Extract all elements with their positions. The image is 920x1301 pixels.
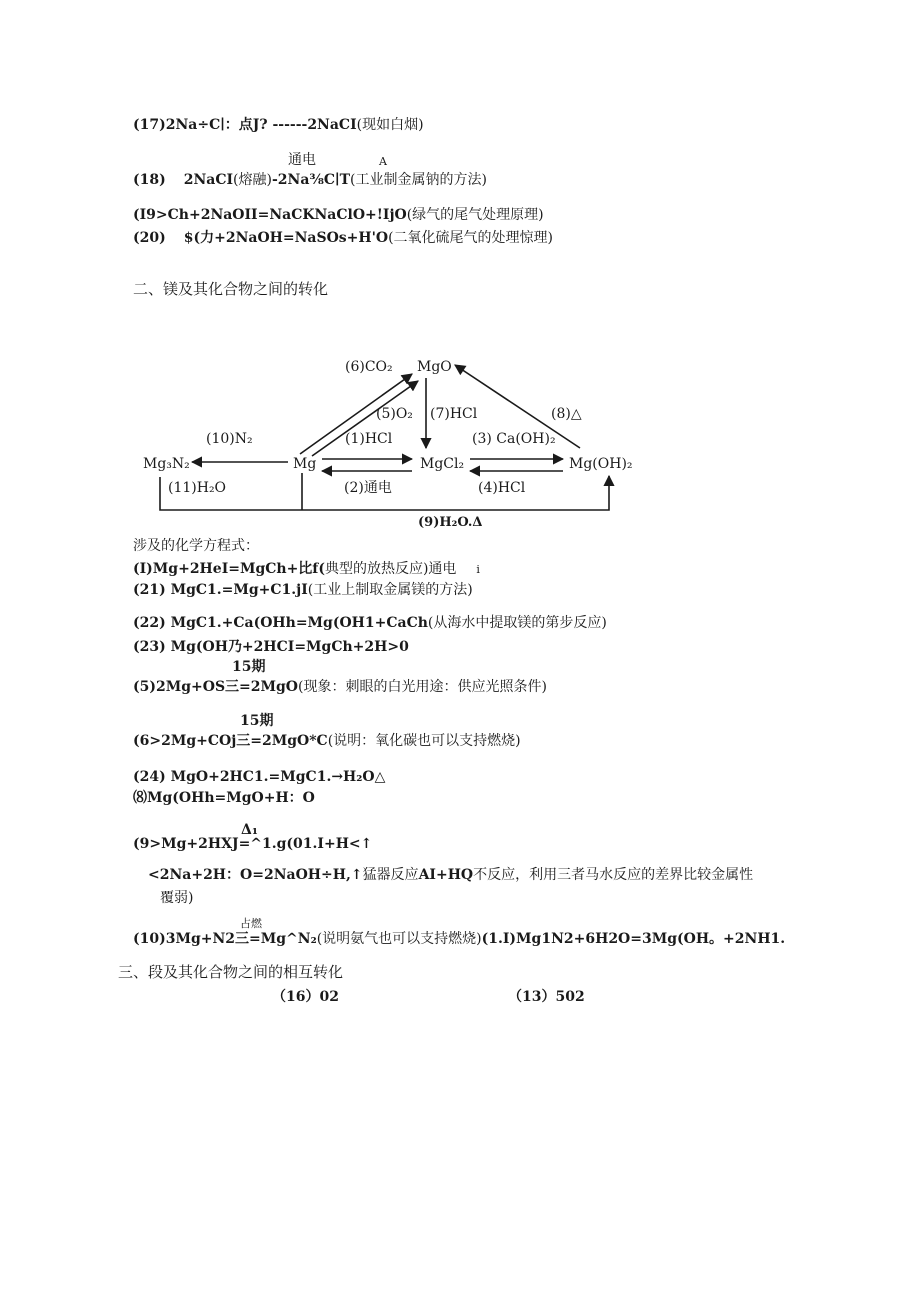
section3-title: 三、段及其化合物之间的相互转化 bbox=[118, 963, 344, 981]
eq22-formula: (22) MgC1.+Ca(OHh=Mg(OH1+CaCh bbox=[133, 615, 428, 631]
na-water-continuation: 覆弱) bbox=[160, 890, 194, 906]
label-e8: (8)△ bbox=[551, 406, 582, 422]
section3-label-13: （13）502 bbox=[508, 989, 585, 1005]
eq5-line bbox=[133, 678, 547, 696]
label-e11: (11)H₂O bbox=[168, 480, 227, 496]
node-mgoh2: Mg(OH)₂ bbox=[569, 456, 633, 472]
eq17-note: (现如白烟) bbox=[356, 117, 424, 133]
label-e10: (10)N₂ bbox=[206, 431, 253, 447]
node-mg: Mg bbox=[293, 456, 317, 472]
eq10-formula: (10)3Mg+N2三=Mg^N₂ bbox=[133, 931, 317, 947]
eq5-formula: (5)2Mg+OS三=2MgO bbox=[133, 679, 299, 695]
na-water-line bbox=[148, 866, 753, 884]
label-e7: (7)HCl bbox=[430, 406, 478, 422]
eq5-condition: 15期 bbox=[232, 659, 266, 675]
eq20-line bbox=[133, 229, 553, 247]
eq24-formula: (24) MgO+2HC1.=MgC1.→H₂O△ bbox=[133, 769, 386, 785]
eq18-line bbox=[133, 171, 487, 189]
eq9-line bbox=[133, 835, 372, 853]
eq18-label: (18) bbox=[133, 172, 166, 188]
label-e4: (4)HCl bbox=[478, 480, 526, 496]
eq17-formula: (17)2Na÷C∣：点J? ------2NaCI bbox=[133, 117, 357, 133]
eq6-line bbox=[133, 732, 521, 750]
eq18-formula: 2NaCI bbox=[183, 172, 234, 188]
eq24-line bbox=[133, 768, 385, 786]
eq10-line bbox=[133, 930, 785, 948]
eq18-note1: (熔融) bbox=[233, 172, 272, 188]
eq20-formula: $(力+2NaOH=NaSOs+H'O bbox=[183, 230, 389, 246]
eq23-line bbox=[133, 638, 409, 656]
eq23-formula: (23) Mg(OH乃+2HCI=MgCh+2H>0 bbox=[133, 639, 409, 655]
eq8-formula: ⑻Mg(OHh=MgO+H：O bbox=[133, 790, 315, 806]
eq6-formula: (6>2Mg+COj三=2MgO*C bbox=[133, 733, 328, 749]
node-mgcl2: MgCl₂ bbox=[420, 456, 465, 472]
label-e6: (6)CO₂ bbox=[345, 359, 393, 375]
eq10-note: (说明氨气也可以支持燃烧) bbox=[316, 931, 482, 947]
node-mgo: MgO bbox=[417, 359, 452, 375]
node-mg3n2: Mg₃N₂ bbox=[143, 456, 190, 472]
eq6-note: (说明：氧化碳也可以支持燃烧) bbox=[327, 733, 521, 749]
equations-intro: 涉及的化学方程式： bbox=[133, 538, 259, 554]
eq10-condition: 占燃 bbox=[240, 917, 262, 930]
eq18-note2: (工业制金属钠的方法) bbox=[350, 172, 487, 188]
eq19-formula: (I9>Ch+2NaOII=NaCKNaClO+!IjO bbox=[133, 207, 407, 223]
eq22-note: (从海水中提取镁的第步反应) bbox=[427, 615, 607, 631]
label-e1: (1)HCl bbox=[345, 431, 393, 447]
eq20-label: (20) bbox=[133, 230, 166, 246]
na-water-note2: 不反应，利用三者马水反应的差界比较金属性 bbox=[473, 867, 754, 883]
eq1-mark: i bbox=[476, 563, 480, 576]
eq22-line bbox=[133, 614, 607, 632]
eq6-condition: 15期 bbox=[240, 713, 274, 729]
mg-conversion-diagram bbox=[0, 340, 920, 540]
eq10-formula2: (1.I)Mg1N2+6H2O=3Mg(OH。+2NH1. bbox=[481, 931, 786, 947]
eq5-note: (现象：刺眼的白光用途：供应光照条件) bbox=[298, 679, 547, 695]
eq17-line bbox=[133, 116, 424, 134]
na-water-note: 猛器反应 bbox=[362, 867, 419, 883]
eq9-condition: Δ₁ bbox=[241, 822, 258, 838]
na-water-formula2: AI+HQ bbox=[418, 867, 474, 883]
eq20-note: (二氧化硫尾气的处理惊理) bbox=[388, 230, 554, 246]
eq9-formula: (9>Mg+2HXJ=^1.g(01.I+H<↑ bbox=[133, 836, 373, 852]
eq8-line bbox=[133, 789, 315, 807]
eq19-note: (绿气的尾气处理原理) bbox=[406, 207, 544, 223]
eq1-note: 典型的放热反应) bbox=[324, 561, 429, 577]
label-e5: (5)O₂ bbox=[376, 406, 413, 422]
eq18-condition-right: A bbox=[379, 155, 387, 168]
eq1-extra: 通电 bbox=[428, 561, 457, 577]
eq1-formula: (I)Mg+2HeI=MgCh+比f( bbox=[133, 561, 325, 577]
label-e2: (2)通电 bbox=[344, 480, 392, 496]
eq1-line bbox=[133, 560, 480, 579]
eq21-line bbox=[133, 581, 473, 599]
section3-label-16: （16）02 bbox=[272, 989, 339, 1005]
eq21-note: (工业上制取金属镁的方法) bbox=[307, 582, 473, 598]
eq18-condition-left: 通电 bbox=[288, 152, 316, 168]
label-e9: (9)H₂O.Δ bbox=[418, 515, 483, 530]
eq21-formula: (21) MgC1.=Mg+C1.jI bbox=[133, 582, 308, 598]
na-water-formula: <2Na+2H：O=2NaOH÷H,↑ bbox=[148, 867, 363, 883]
label-e3: (3) Ca(OH)₂ bbox=[472, 431, 556, 447]
section2-title: 二、镁及其化合物之间的转化 bbox=[133, 280, 329, 298]
eq18-formula2: -2Na⅜C∣T bbox=[271, 172, 350, 188]
eq19-line bbox=[133, 206, 544, 224]
